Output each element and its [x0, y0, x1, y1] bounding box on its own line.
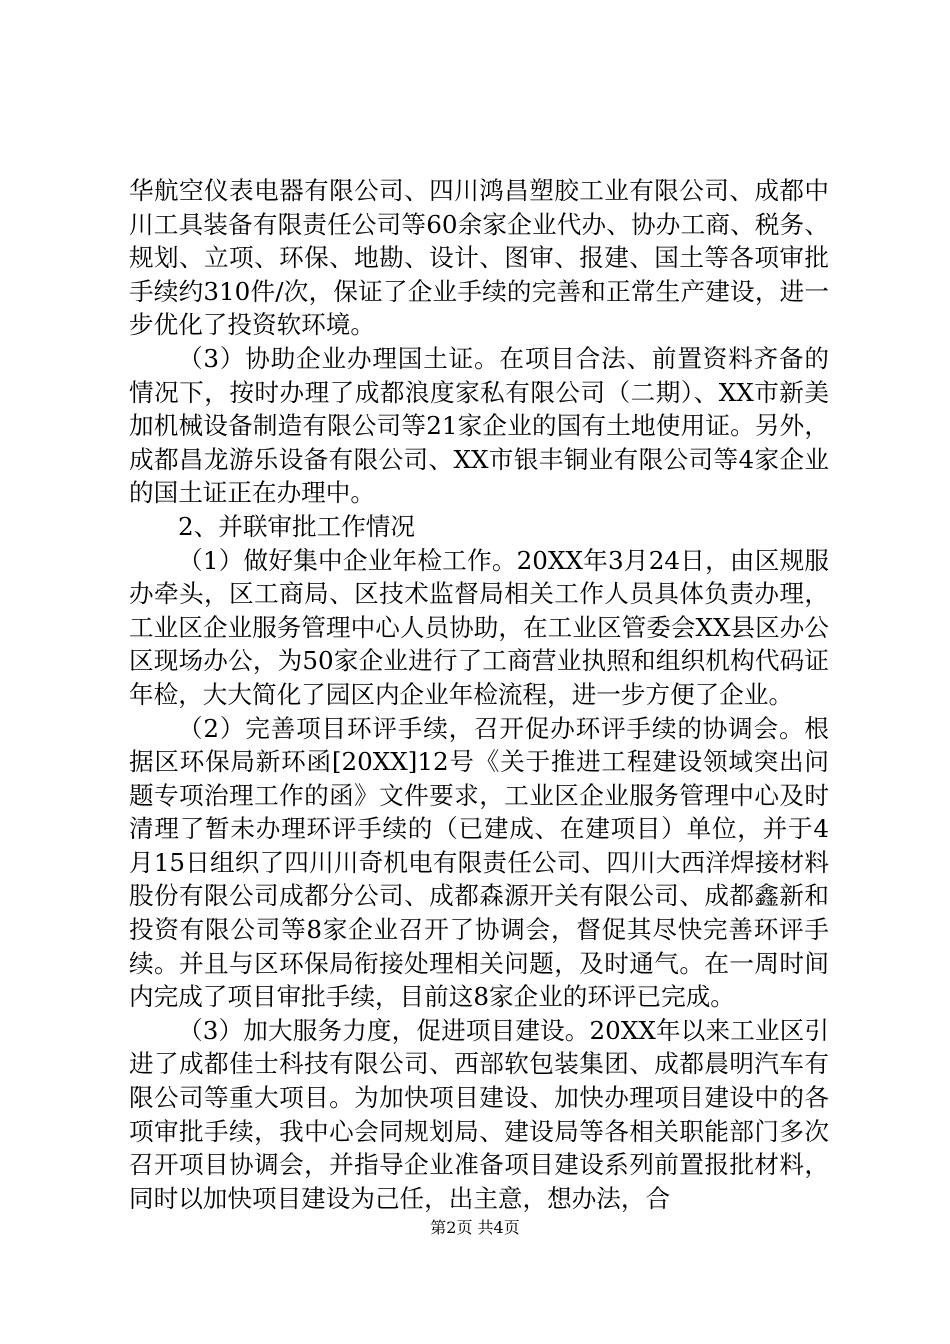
paragraph-annual-inspection: （1）做好集中企业年检工作。20XX年3月24日，由区规服办牵头，区工商局、区技术监督局相关工作人员具体负责办理，工业区企业服务管理中心人员协助，在工业区管委会XX县区办公区现场办公，为50家企业进行了工商营业执照和组织机构代码证年检，大大简化了园区内企业年检流程，进一步方便了企业。 — [129, 545, 829, 709]
page-footer: 第2页 共4页 — [430, 1218, 520, 1237]
section-heading-parallel-approval: 2、并联审批工作情况 — [178, 511, 415, 541]
paragraph-project-construction: （3）加大服务力度，促进项目建设。20XX年以来工业区引进了成都佳士科技有限公司、西部软包装集团、成都晨明汽车有限公司等重大项目。为加快项目建设、加快办理项目建设中的各项审批手续，我中心会同规划局、建设局等各相关职能部门多次召开项目协调会，并指导企业准备项目建设系列前置报批材料，同时以加快项目建设为己任，出主意，想办法，合 — [129, 1015, 829, 1213]
paragraph-continuation: 华航空仪表电器有限公司、四川鸿昌塑胶工业有限公司、成都中川工具装备有限责任公司等60余家企业代办、协办工商、税务、规划、立项、环保、地勘、设计、图审、报建、国土等各项审批手续约310件/次，保证了企业手续的完善和正常生产建设，进一步优化了投资软环境。 — [129, 176, 829, 340]
paragraph-environmental-assessment: （2）完善项目环评手续，召开促办环评手续的协调会。根据区环保局新环函[20XX]12号《关于推进工程建设领域突出问题专项治理工作的函》文件要求，工业区企业服务管理中心及时清理了暂未办理环评手续的（已建成、在建项目）单位，并于4月15日组织了四川川奇机电有限责任公司、四川大西洋焊接材料股份有限公司成都分公司、成都森源开关有限公司、成都鑫新和投资有限公司等8家企业召开了协调会，督促其尽快完善环评手续。并且与区环保局衔接处理相关问题，及时通气。在一周时间内完成了项目审批手续，目前这8家企业的环评已完成。 — [129, 713, 829, 1012]
document-body — [129, 174, 829, 1215]
paragraph-land-certificate: （3）协助企业办理国土证。在项目合法、前置资料齐备的情况下，按时办理了成都浪度家私有限公司（二期）、XX市新美加机械设备制造有限公司等21家企业的国有土地使用证。另外，成都昌龙游乐设备有限公司、XX市银丰铜业有限公司等4家企业的国土证正在办理中。 — [129, 343, 829, 508]
